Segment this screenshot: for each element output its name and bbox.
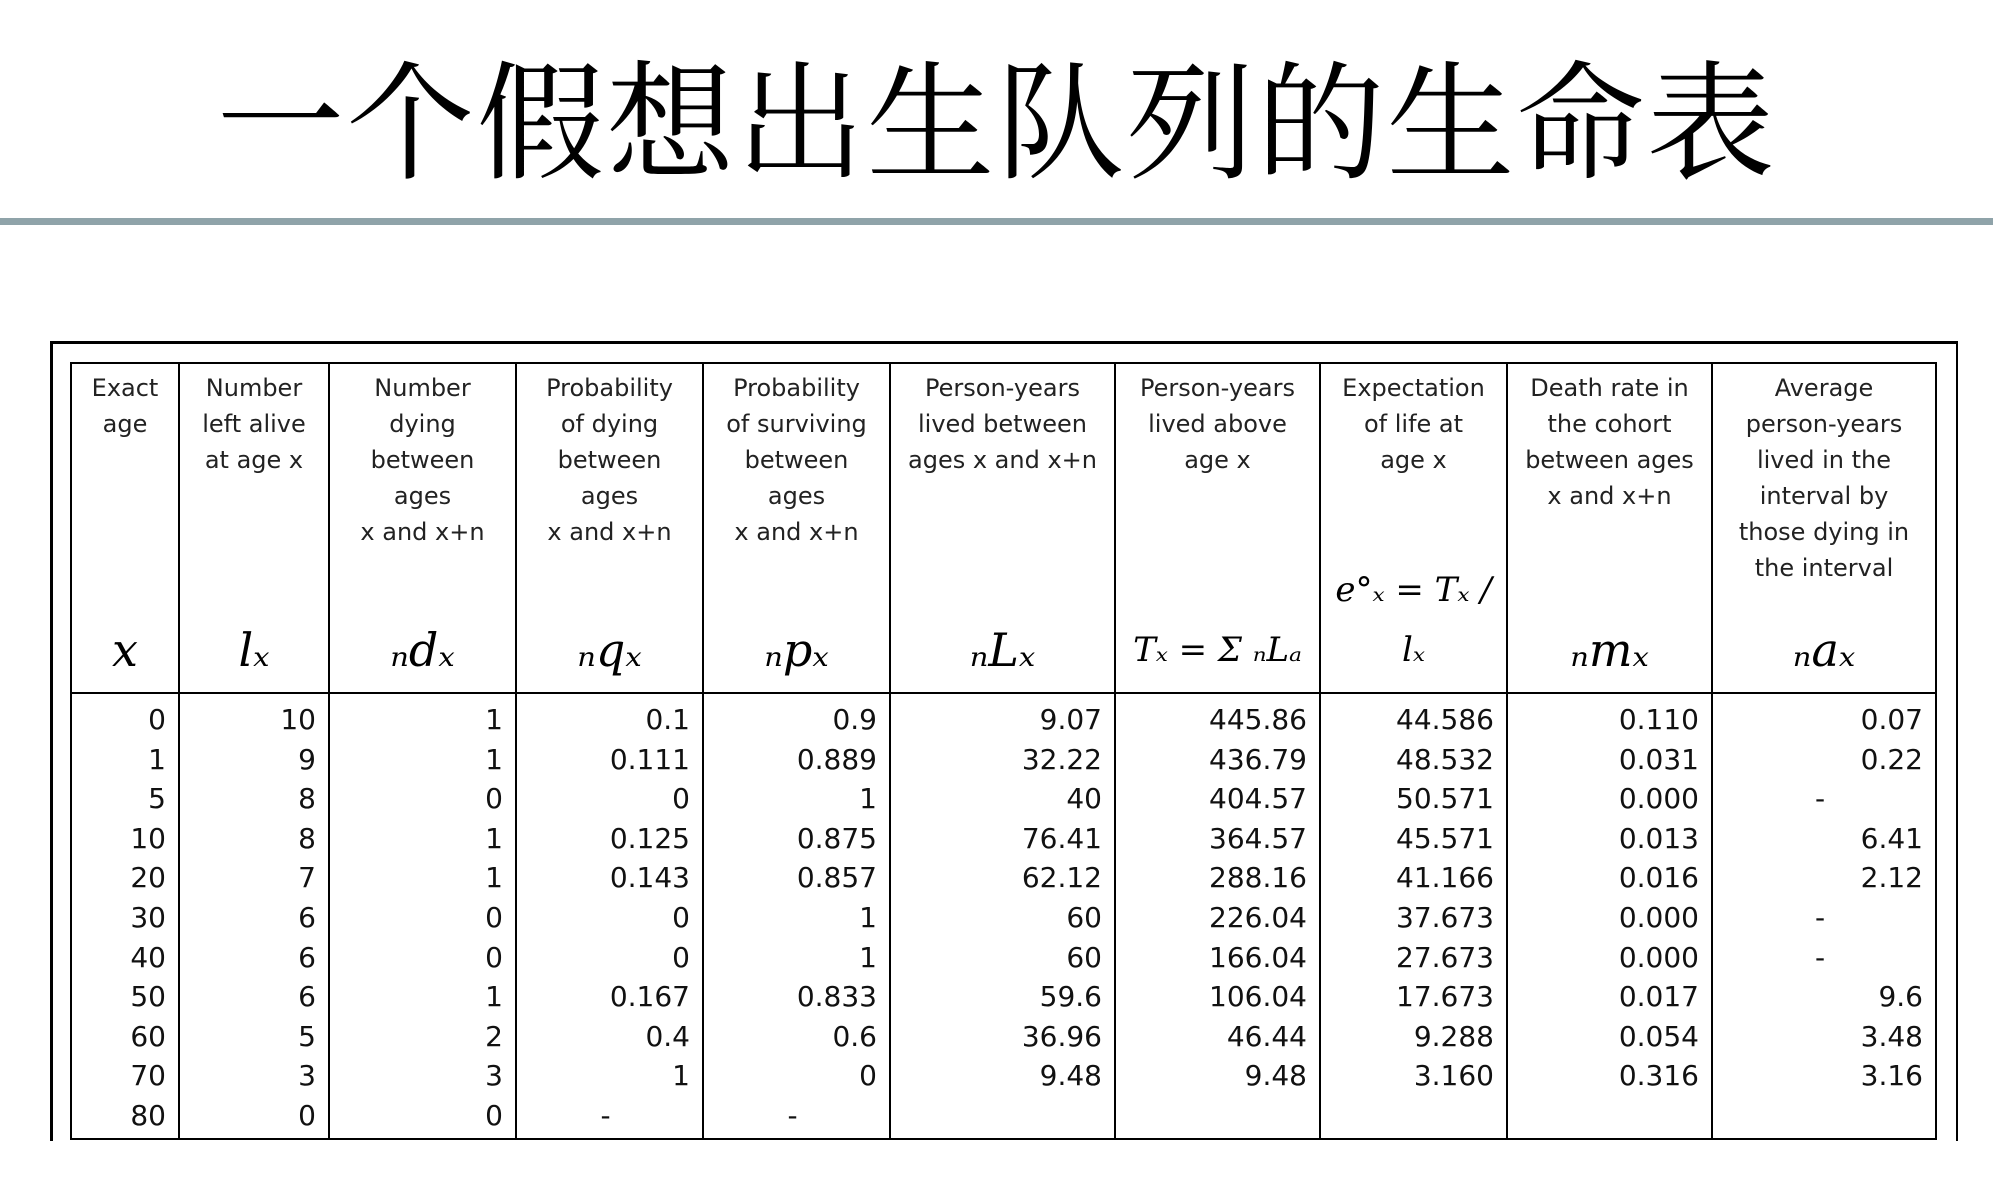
table-cell <box>1712 1096 1936 1139</box>
table-cell: 40 <box>890 779 1115 819</box>
table-cell: 0 <box>329 938 516 978</box>
column-symbol: e°ₓ = Tₓ / lₓ <box>1335 570 1492 670</box>
table-cell: 0.000 <box>1507 779 1712 819</box>
table-cell: 0.6 <box>703 1017 890 1057</box>
table-cell: 0 <box>703 1056 890 1096</box>
column-header-6 <box>1115 363 1320 693</box>
column-header-1 <box>179 363 329 693</box>
table-cell: 0.07 <box>1712 693 1936 740</box>
column-header-label: Number left alive at age x <box>202 374 306 474</box>
column-header-label: Probability of dying between ages x and x+n <box>546 374 673 546</box>
table-cell: 364.57 <box>1115 819 1320 859</box>
table-cell <box>1507 1096 1712 1139</box>
table-cell: 0.031 <box>1507 740 1712 780</box>
table-cell: - <box>703 1096 890 1139</box>
table-cell: 60 <box>890 938 1115 978</box>
life-table <box>70 362 1937 1140</box>
table-cell: 3 <box>179 1056 329 1096</box>
column-symbol: ₙqₓ <box>577 623 642 677</box>
table-cell <box>1115 1096 1320 1139</box>
table-cell: 44.586 <box>1320 693 1507 740</box>
column-symbol: ₙdₓ <box>390 623 455 677</box>
table-row <box>71 858 1936 898</box>
column-symbol: ₙaₓ <box>1792 623 1856 677</box>
table-cell: 1 <box>329 819 516 859</box>
table-cell: 0 <box>329 898 516 938</box>
table-row <box>71 819 1936 859</box>
table-cell: 30 <box>71 898 179 938</box>
table-cell: 17.673 <box>1320 977 1507 1017</box>
table-cell: 445.86 <box>1115 693 1320 740</box>
table-cell: 0.316 <box>1507 1056 1712 1096</box>
table-row <box>71 1017 1936 1057</box>
table-cell: 27.673 <box>1320 938 1507 978</box>
table-cell: 0.016 <box>1507 858 1712 898</box>
table-cell: 1 <box>703 898 890 938</box>
table-cell: 45.571 <box>1320 819 1507 859</box>
column-header-8 <box>1507 363 1712 693</box>
table-cell: 2.12 <box>1712 858 1936 898</box>
table-cell: 226.04 <box>1115 898 1320 938</box>
table-cell: 6 <box>179 938 329 978</box>
table-cell: 1 <box>329 740 516 780</box>
table-row <box>71 1056 1936 1096</box>
table-cell: 48.532 <box>1320 740 1507 780</box>
column-header-label: Person-years lived between ages x and x+n <box>908 374 1097 474</box>
table-cell <box>890 1096 1115 1139</box>
table-cell: 6.41 <box>1712 819 1936 859</box>
table-cell: 3.16 <box>1712 1056 1936 1096</box>
table-cell: 0.110 <box>1507 693 1712 740</box>
table-cell: 9 <box>179 740 329 780</box>
table-cell: 1 <box>516 1056 703 1096</box>
table-cell: 20 <box>71 858 179 898</box>
table-cell: 59.6 <box>890 977 1115 1017</box>
table-cell: 37.673 <box>1320 898 1507 938</box>
table-cell: 9.48 <box>890 1056 1115 1096</box>
table-cell: 0 <box>516 938 703 978</box>
table-cell: 0.013 <box>1507 819 1712 859</box>
table-cell: 1 <box>703 779 890 819</box>
table-cell: 0.875 <box>703 819 890 859</box>
table-cell: 0.167 <box>516 977 703 1017</box>
table-cell: 0 <box>516 779 703 819</box>
table-cell: 8 <box>179 819 329 859</box>
column-header-label: Exact age <box>91 374 159 438</box>
table-row <box>71 693 1936 740</box>
column-symbol: ₙpₓ <box>764 623 829 677</box>
table-cell: 3 <box>329 1056 516 1096</box>
table-row <box>71 740 1936 780</box>
table-cell: 0.017 <box>1507 977 1712 1017</box>
table-cell: 3.160 <box>1320 1056 1507 1096</box>
table-cell: 404.57 <box>1115 779 1320 819</box>
column-header-label: Expectation of life at age x <box>1342 374 1485 474</box>
table-row <box>71 898 1936 938</box>
table-cell: 0.22 <box>1712 740 1936 780</box>
table-cell: 0.143 <box>516 858 703 898</box>
table-cell: 9.288 <box>1320 1017 1507 1057</box>
table-cell: 9.07 <box>890 693 1115 740</box>
column-header-4 <box>703 363 890 693</box>
table-cell: 9.6 <box>1712 977 1936 1017</box>
table-cell: 0 <box>329 779 516 819</box>
column-symbol: lₓ <box>238 623 270 677</box>
column-header-9 <box>1712 363 1936 693</box>
table-cell: 10 <box>179 693 329 740</box>
table-cell: 10 <box>71 819 179 859</box>
table-cell: 76.41 <box>890 819 1115 859</box>
column-header-label: Number dying between ages x and x+n <box>360 374 485 546</box>
column-header-label: Death rate in the cohort between ages x and x+n <box>1525 374 1694 510</box>
table-cell: 5 <box>71 779 179 819</box>
table-cell: 0.000 <box>1507 898 1712 938</box>
table-cell: 1 <box>71 740 179 780</box>
column-header-7 <box>1320 363 1507 693</box>
table-cell: 50.571 <box>1320 779 1507 819</box>
title-divider <box>0 218 1993 225</box>
table-row <box>71 779 1936 819</box>
table-cell: 0.111 <box>516 740 703 780</box>
table-cell: 166.04 <box>1115 938 1320 978</box>
table-cell: 1 <box>329 977 516 1017</box>
table-cell: 32.22 <box>890 740 1115 780</box>
table-cell: 60 <box>890 898 1115 938</box>
table-row <box>71 1096 1936 1139</box>
table-cell: 36.96 <box>890 1017 1115 1057</box>
column-header-5 <box>890 363 1115 693</box>
table-cell: 0.054 <box>1507 1017 1712 1057</box>
table-cell: 0 <box>329 1096 516 1139</box>
table-cell: 62.12 <box>890 858 1115 898</box>
table-cell: - <box>1712 779 1936 819</box>
table-cell: 2 <box>329 1017 516 1057</box>
table-cell: 1 <box>703 938 890 978</box>
table-cell: 40 <box>71 938 179 978</box>
table-body <box>71 693 1936 1139</box>
table-cell: 0.833 <box>703 977 890 1017</box>
column-header-2 <box>329 363 516 693</box>
table-cell: 5 <box>179 1017 329 1057</box>
table-cell: 46.44 <box>1115 1017 1320 1057</box>
table-cell <box>1320 1096 1507 1139</box>
table-cell: 70 <box>71 1056 179 1096</box>
table-cell: 41.166 <box>1320 858 1507 898</box>
table-cell: 0 <box>179 1096 329 1139</box>
table-cell: 0.000 <box>1507 938 1712 978</box>
table-cell: 436.79 <box>1115 740 1320 780</box>
table-cell: - <box>516 1096 703 1139</box>
table-cell: 0.4 <box>516 1017 703 1057</box>
table-cell: 6 <box>179 898 329 938</box>
table-cell: 0.1 <box>516 693 703 740</box>
table-cell: 1 <box>329 858 516 898</box>
column-symbol: Tₓ = Σ ₙLₐ <box>1133 630 1302 670</box>
table-cell: 0.9 <box>703 693 890 740</box>
table-cell: 0 <box>516 898 703 938</box>
table-cell: 6 <box>179 977 329 1017</box>
table-cell: 288.16 <box>1115 858 1320 898</box>
table-cell: 0.125 <box>516 819 703 859</box>
table-cell: 60 <box>71 1017 179 1057</box>
slide-title: 一个假想出生队列的生命表 <box>216 50 1777 199</box>
column-header-label: Average person-years lived in the interval by those dying in the interval <box>1738 374 1910 582</box>
table-cell: 50 <box>71 977 179 1017</box>
column-header-3 <box>516 363 703 693</box>
table-cell: 8 <box>179 779 329 819</box>
table-cell: 0.857 <box>703 858 890 898</box>
table-cell: 3.48 <box>1712 1017 1936 1057</box>
table-cell: - <box>1712 898 1936 938</box>
life-table-container <box>70 362 1935 1140</box>
column-symbol: x <box>112 623 138 677</box>
header-row <box>71 363 1936 693</box>
table-cell: 0 <box>71 693 179 740</box>
table-row <box>71 977 1936 1017</box>
table-row <box>71 938 1936 978</box>
column-header-label: Person-years lived above age x <box>1140 374 1295 474</box>
column-header-label: Probability of surviving between ages x and x+n <box>726 374 867 546</box>
column-symbol: ₙLₓ <box>969 623 1036 677</box>
column-symbol: ₙmₓ <box>1570 623 1649 677</box>
table-cell: 0.889 <box>703 740 890 780</box>
table-cell: 80 <box>71 1096 179 1139</box>
table-cell: 9.48 <box>1115 1056 1320 1096</box>
column-header-0 <box>71 363 179 693</box>
table-cell: 7 <box>179 858 329 898</box>
table-cell: - <box>1712 938 1936 978</box>
table-cell: 1 <box>329 693 516 740</box>
table-cell: 106.04 <box>1115 977 1320 1017</box>
